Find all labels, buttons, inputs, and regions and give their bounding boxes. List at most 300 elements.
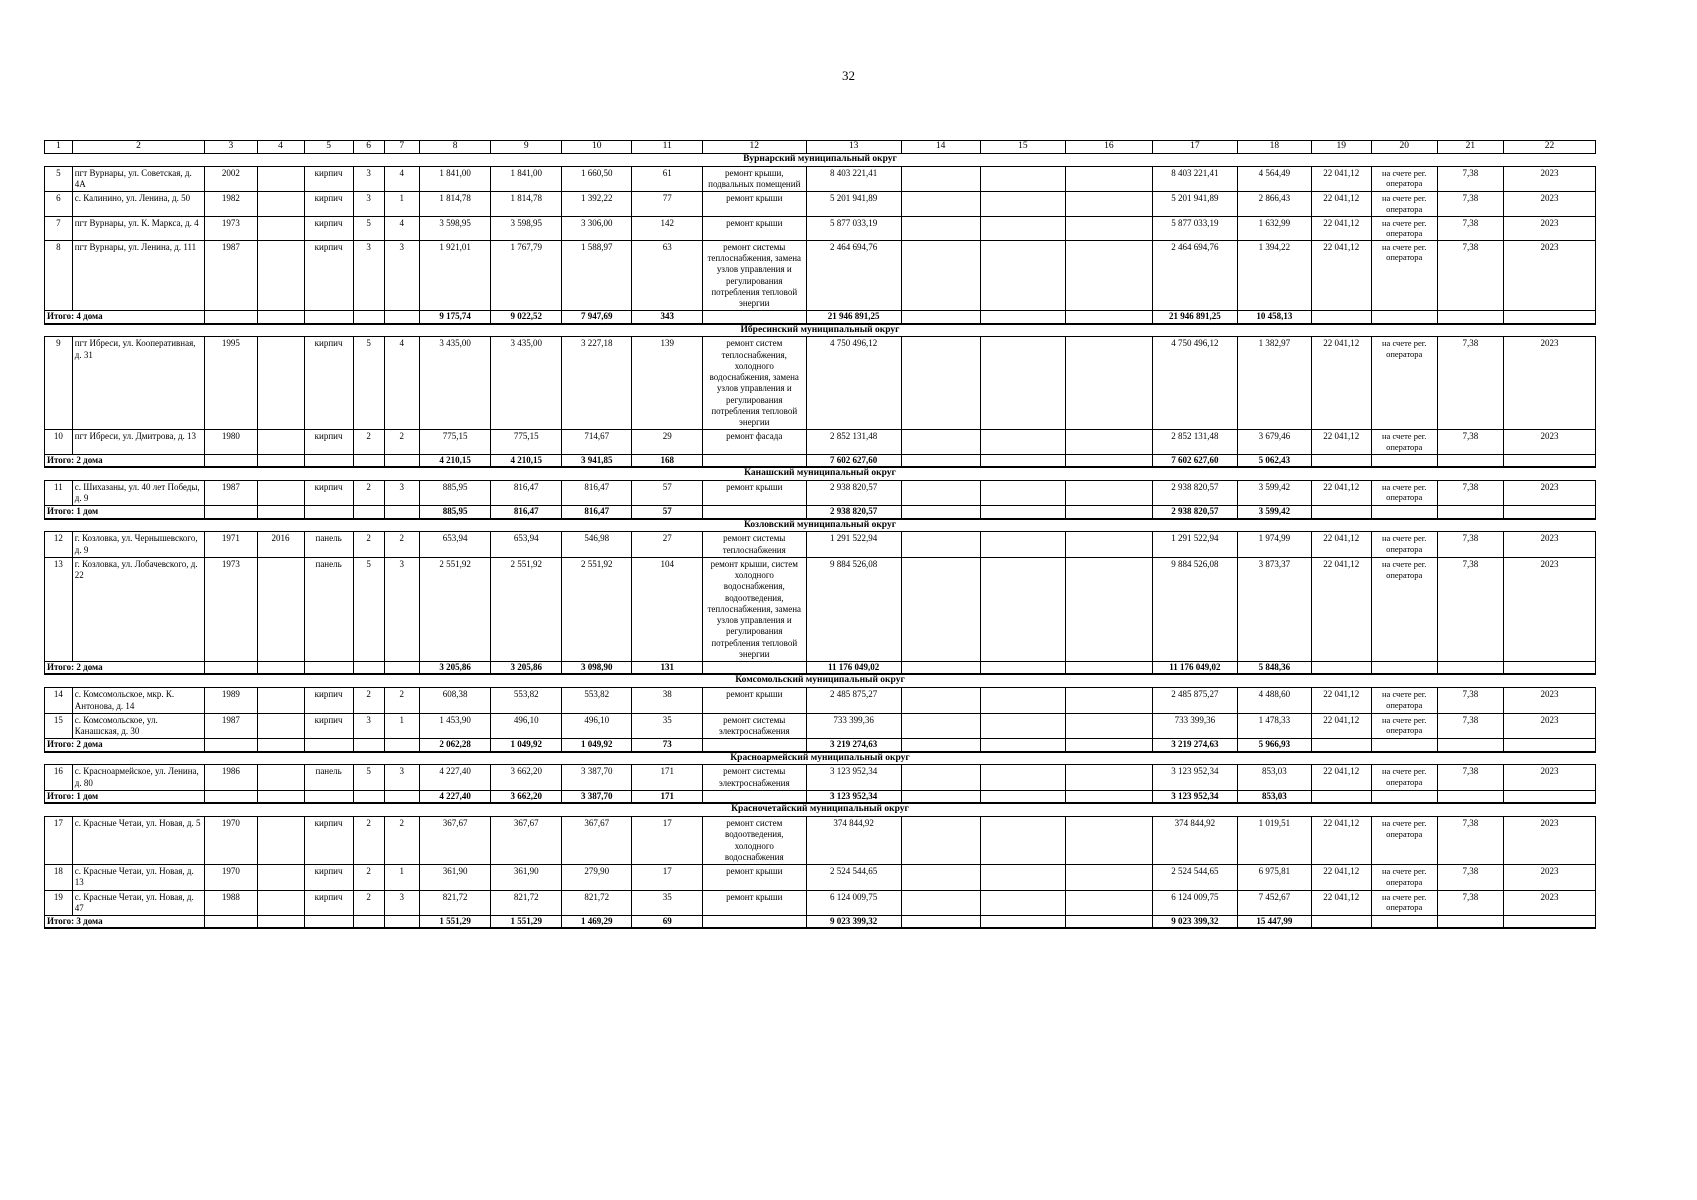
total-cost-total: 7 602 627,60 bbox=[806, 454, 901, 467]
cell-plan-year: 2023 bbox=[1504, 765, 1596, 791]
cell-work-type: ремонт крыши bbox=[702, 890, 806, 916]
cell-cost-total: 2 464 694,76 bbox=[806, 240, 901, 311]
total-cost-c16 bbox=[1066, 311, 1153, 324]
cell-fund-method: на счете рег. оператора bbox=[1371, 430, 1437, 454]
cell-wall-material: кирпич bbox=[304, 166, 353, 192]
cell-cost-c14 bbox=[901, 865, 980, 891]
cell-unit-cost: 2 866,43 bbox=[1238, 192, 1312, 216]
total-reconstruction-year bbox=[257, 311, 304, 324]
cell-total-area: 361,90 bbox=[419, 865, 491, 891]
cell-floors: 3 bbox=[353, 166, 384, 192]
cell-premises-area: 1 814,78 bbox=[491, 192, 562, 216]
cell-rate: 7,38 bbox=[1437, 240, 1503, 311]
cell-cost-c15 bbox=[980, 216, 1065, 240]
cell-cost-owners: 2 852 131,48 bbox=[1152, 430, 1237, 454]
cell-address: пгт Ибреси, ул. Кооперативная, д. 31 bbox=[72, 337, 204, 430]
total-max-unit-cost bbox=[1311, 506, 1371, 519]
cell-residents: 17 bbox=[632, 865, 703, 891]
total-residents: 171 bbox=[632, 790, 703, 803]
cell-wall-material: кирпич bbox=[304, 480, 353, 506]
cell-cost-c15 bbox=[980, 166, 1065, 192]
total-work-type bbox=[702, 916, 806, 929]
cell-row-number: 5 bbox=[45, 166, 73, 192]
cell-max-unit-cost: 22 041,12 bbox=[1311, 532, 1371, 558]
cell-cost-c16 bbox=[1066, 216, 1153, 240]
total-rate bbox=[1437, 739, 1503, 752]
cell-build-year: 1989 bbox=[205, 688, 257, 714]
cell-cost-c14 bbox=[901, 817, 980, 865]
total-entrances bbox=[384, 662, 419, 675]
capital-repair-register-table bbox=[44, 140, 1596, 929]
cell-address: с. Калинино, ул. Ленина, д. 50 bbox=[72, 192, 204, 216]
cell-row-number: 6 bbox=[45, 192, 73, 216]
cell-wall-material: кирпич bbox=[304, 192, 353, 216]
column-number-6: 6 bbox=[353, 141, 384, 154]
cell-address: пгт Вурнары, ул. К. Маркса, д. 4 bbox=[72, 216, 204, 240]
cell-premises-area: 361,90 bbox=[491, 865, 562, 891]
column-number-19: 19 bbox=[1311, 141, 1371, 154]
cell-unit-cost: 6 975,81 bbox=[1238, 865, 1312, 891]
cell-residential-area: 3 306,00 bbox=[561, 216, 632, 240]
total-row bbox=[45, 454, 1596, 467]
cell-fund-method: на счете рег. оператора bbox=[1371, 192, 1437, 216]
column-number-4: 4 bbox=[257, 141, 304, 154]
cell-build-year: 1980 bbox=[205, 430, 257, 454]
table-row bbox=[45, 765, 1596, 791]
total-residents: 168 bbox=[632, 454, 703, 467]
cell-wall-material: кирпич bbox=[304, 337, 353, 430]
total-max-unit-cost bbox=[1311, 739, 1371, 752]
column-number-header bbox=[45, 141, 1596, 154]
cell-total-area: 4 227,40 bbox=[419, 765, 491, 791]
table-row bbox=[45, 557, 1596, 661]
total-wall-material bbox=[304, 790, 353, 803]
cell-cost-c14 bbox=[901, 192, 980, 216]
cell-cost-c15 bbox=[980, 713, 1065, 739]
cell-max-unit-cost: 22 041,12 bbox=[1311, 430, 1371, 454]
cell-total-area: 1 814,78 bbox=[419, 192, 491, 216]
cell-max-unit-cost: 22 041,12 bbox=[1311, 557, 1371, 661]
total-cost-c16 bbox=[1066, 662, 1153, 675]
cell-work-type: ремонт крыши bbox=[702, 480, 806, 506]
cell-residents: 38 bbox=[632, 688, 703, 714]
cell-fund-method: на счете рег. оператора bbox=[1371, 337, 1437, 430]
total-cost-c16 bbox=[1066, 916, 1153, 929]
cell-row-number: 8 bbox=[45, 240, 73, 311]
cell-cost-total: 5 877 033,19 bbox=[806, 216, 901, 240]
total-row bbox=[45, 790, 1596, 803]
total-residential-area: 3 941,85 bbox=[561, 454, 632, 467]
cell-fund-method: на счете рег. оператора bbox=[1371, 890, 1437, 916]
cell-floors: 2 bbox=[353, 817, 384, 865]
cell-cost-owners: 2 464 694,76 bbox=[1152, 240, 1237, 311]
total-plan-year bbox=[1504, 662, 1596, 675]
cell-cost-c15 bbox=[980, 240, 1065, 311]
total-premises-area: 816,47 bbox=[491, 506, 562, 519]
cell-work-type: ремонт системы электроснабжения bbox=[702, 713, 806, 739]
total-residents: 69 bbox=[632, 916, 703, 929]
cell-reconstruction-year bbox=[257, 480, 304, 506]
cell-fund-method: на счете рег. оператора bbox=[1371, 216, 1437, 240]
cell-floors: 3 bbox=[353, 192, 384, 216]
cell-unit-cost: 1 478,33 bbox=[1238, 713, 1312, 739]
total-unit-cost: 5 062,43 bbox=[1238, 454, 1312, 467]
cell-address: с. Комсомольское, ул. Канашская, д. 30 bbox=[72, 713, 204, 739]
register-body bbox=[45, 141, 1596, 929]
total-wall-material bbox=[304, 916, 353, 929]
total-total-area: 1 551,29 bbox=[419, 916, 491, 929]
cell-max-unit-cost: 22 041,12 bbox=[1311, 817, 1371, 865]
cell-unit-cost: 3 679,46 bbox=[1238, 430, 1312, 454]
total-wall-material bbox=[304, 506, 353, 519]
total-premises-area: 3 205,86 bbox=[491, 662, 562, 675]
cell-entrances: 4 bbox=[384, 166, 419, 192]
cell-floors: 2 bbox=[353, 480, 384, 506]
cell-work-type: ремонт крыши, систем холодного водоснабжения, водоотведения, теплоснабжения, замена узлов управления и регулирования потребления тепловой энергии bbox=[702, 557, 806, 661]
cell-address: с. Красные Четаи, ул. Новая, д. 5 bbox=[72, 817, 204, 865]
column-number-14: 14 bbox=[901, 141, 980, 154]
cell-entrances: 2 bbox=[384, 688, 419, 714]
cell-address: пгт Ибреси, ул. Дмитрова, д. 13 bbox=[72, 430, 204, 454]
cell-work-type: ремонт систем водоотведения, холодного водоснабжения bbox=[702, 817, 806, 865]
cell-build-year: 1970 bbox=[205, 817, 257, 865]
cell-cost-total: 6 124 009,75 bbox=[806, 890, 901, 916]
cell-plan-year: 2023 bbox=[1504, 192, 1596, 216]
total-unit-cost: 15 447,99 bbox=[1238, 916, 1312, 929]
cell-cost-c14 bbox=[901, 337, 980, 430]
total-cost-c15 bbox=[980, 311, 1065, 324]
total-total-area: 4 210,15 bbox=[419, 454, 491, 467]
total-cost-total: 3 219 274,63 bbox=[806, 739, 901, 752]
total-cost-c15 bbox=[980, 916, 1065, 929]
total-row bbox=[45, 662, 1596, 675]
cell-residential-area: 553,82 bbox=[561, 688, 632, 714]
table-row bbox=[45, 890, 1596, 916]
cell-reconstruction-year bbox=[257, 890, 304, 916]
cell-rate: 7,38 bbox=[1437, 688, 1503, 714]
total-wall-material bbox=[304, 311, 353, 324]
cell-wall-material: кирпич bbox=[304, 216, 353, 240]
total-plan-year bbox=[1504, 454, 1596, 467]
cell-build-year: 1987 bbox=[205, 240, 257, 311]
column-number-18: 18 bbox=[1238, 141, 1312, 154]
cell-reconstruction-year bbox=[257, 430, 304, 454]
section-header bbox=[45, 153, 1596, 166]
column-number-21: 21 bbox=[1437, 141, 1503, 154]
cell-address: с. Комсомольское, мкр. К. Антонова, д. 14 bbox=[72, 688, 204, 714]
cell-unit-cost: 4 564,49 bbox=[1238, 166, 1312, 192]
total-floors bbox=[353, 916, 384, 929]
cell-total-area: 885,95 bbox=[419, 480, 491, 506]
cell-plan-year: 2023 bbox=[1504, 166, 1596, 192]
cell-residents: 35 bbox=[632, 890, 703, 916]
cell-wall-material: кирпич bbox=[304, 713, 353, 739]
column-number-5: 5 bbox=[304, 141, 353, 154]
cell-floors: 5 bbox=[353, 337, 384, 430]
section-header bbox=[45, 752, 1596, 765]
cell-residential-area: 3 227,18 bbox=[561, 337, 632, 430]
cell-row-number: 7 bbox=[45, 216, 73, 240]
total-build-year bbox=[205, 790, 257, 803]
cell-residential-area: 546,98 bbox=[561, 532, 632, 558]
column-number-2: 2 bbox=[72, 141, 204, 154]
total-plan-year bbox=[1504, 506, 1596, 519]
total-reconstruction-year bbox=[257, 506, 304, 519]
total-residential-area: 3 098,90 bbox=[561, 662, 632, 675]
total-max-unit-cost bbox=[1311, 790, 1371, 803]
total-build-year bbox=[205, 454, 257, 467]
cell-cost-c16 bbox=[1066, 817, 1153, 865]
total-rate bbox=[1437, 916, 1503, 929]
cell-cost-total: 2 524 544,65 bbox=[806, 865, 901, 891]
total-build-year bbox=[205, 311, 257, 324]
table-row bbox=[45, 240, 1596, 311]
total-floors bbox=[353, 454, 384, 467]
cell-residential-area: 3 387,70 bbox=[561, 765, 632, 791]
total-reconstruction-year bbox=[257, 916, 304, 929]
total-row bbox=[45, 506, 1596, 519]
column-number-22: 22 bbox=[1504, 141, 1596, 154]
cell-wall-material: кирпич bbox=[304, 817, 353, 865]
cell-premises-area: 1 767,79 bbox=[491, 240, 562, 311]
total-floors bbox=[353, 739, 384, 752]
total-cost-owners: 11 176 049,02 bbox=[1152, 662, 1237, 675]
total-wall-material bbox=[304, 662, 353, 675]
cell-unit-cost: 1 394,22 bbox=[1238, 240, 1312, 311]
cell-entrances: 4 bbox=[384, 337, 419, 430]
cell-address: с. Красные Четаи, ул. Новая, д. 13 bbox=[72, 865, 204, 891]
cell-build-year: 1995 bbox=[205, 337, 257, 430]
total-cost-total: 11 176 049,02 bbox=[806, 662, 901, 675]
total-label: Итого: 3 дома bbox=[45, 916, 205, 929]
cell-total-area: 821,72 bbox=[419, 890, 491, 916]
cell-cost-total: 5 201 941,89 bbox=[806, 192, 901, 216]
cell-cost-owners: 4 750 496,12 bbox=[1152, 337, 1237, 430]
cell-cost-c15 bbox=[980, 817, 1065, 865]
cell-wall-material: панель bbox=[304, 532, 353, 558]
cell-cost-c14 bbox=[901, 765, 980, 791]
cell-unit-cost: 7 452,67 bbox=[1238, 890, 1312, 916]
cell-plan-year: 2023 bbox=[1504, 430, 1596, 454]
cell-address: с. Красноармейское, ул. Ленина, д. 80 bbox=[72, 765, 204, 791]
cell-work-type: ремонт крыши bbox=[702, 688, 806, 714]
cell-total-area: 3 598,95 bbox=[419, 216, 491, 240]
cell-rate: 7,38 bbox=[1437, 557, 1503, 661]
total-total-area: 9 175,74 bbox=[419, 311, 491, 324]
cell-cost-c16 bbox=[1066, 430, 1153, 454]
section-title: Красночетайский муниципальный округ bbox=[45, 803, 1596, 816]
column-number-7: 7 bbox=[384, 141, 419, 154]
cell-rate: 7,38 bbox=[1437, 532, 1503, 558]
total-cost-c14 bbox=[901, 916, 980, 929]
cell-max-unit-cost: 22 041,12 bbox=[1311, 240, 1371, 311]
cell-entrances: 2 bbox=[384, 532, 419, 558]
section-header bbox=[45, 803, 1596, 816]
total-row bbox=[45, 739, 1596, 752]
cell-residents: 171 bbox=[632, 765, 703, 791]
total-residents: 343 bbox=[632, 311, 703, 324]
section-header bbox=[45, 467, 1596, 480]
table-row bbox=[45, 480, 1596, 506]
cell-entrances: 2 bbox=[384, 817, 419, 865]
cell-entrances: 3 bbox=[384, 480, 419, 506]
total-build-year bbox=[205, 739, 257, 752]
cell-premises-area: 3 598,95 bbox=[491, 216, 562, 240]
cell-build-year: 1987 bbox=[205, 713, 257, 739]
cell-cost-c15 bbox=[980, 532, 1065, 558]
cell-residents: 35 bbox=[632, 713, 703, 739]
cell-cost-c14 bbox=[901, 216, 980, 240]
total-entrances bbox=[384, 916, 419, 929]
cell-rate: 7,38 bbox=[1437, 480, 1503, 506]
cell-rate: 7,38 bbox=[1437, 430, 1503, 454]
total-cost-c15 bbox=[980, 454, 1065, 467]
cell-fund-method: на счете рег. оператора bbox=[1371, 532, 1437, 558]
cell-row-number: 15 bbox=[45, 713, 73, 739]
cell-premises-area: 367,67 bbox=[491, 817, 562, 865]
cell-premises-area: 1 841,00 bbox=[491, 166, 562, 192]
cell-max-unit-cost: 22 041,12 bbox=[1311, 890, 1371, 916]
cell-cost-total: 374 844,92 bbox=[806, 817, 901, 865]
total-reconstruction-year bbox=[257, 662, 304, 675]
total-total-area: 4 227,40 bbox=[419, 790, 491, 803]
total-residents: 131 bbox=[632, 662, 703, 675]
total-total-area: 2 062,28 bbox=[419, 739, 491, 752]
cell-residents: 27 bbox=[632, 532, 703, 558]
total-fund-method bbox=[1371, 790, 1437, 803]
cell-cost-c16 bbox=[1066, 166, 1153, 192]
column-number-17: 17 bbox=[1152, 141, 1237, 154]
cell-residential-area: 816,47 bbox=[561, 480, 632, 506]
cell-row-number: 12 bbox=[45, 532, 73, 558]
cell-cost-owners: 2 938 820,57 bbox=[1152, 480, 1237, 506]
cell-plan-year: 2023 bbox=[1504, 713, 1596, 739]
cell-work-type: ремонт системы теплоснабжения, замена узлов управления и регулирования потребления тепловой энергии bbox=[702, 240, 806, 311]
cell-cost-total: 4 750 496,12 bbox=[806, 337, 901, 430]
cell-address: с. Красные Четаи, ул. Новая, д. 47 bbox=[72, 890, 204, 916]
table-row bbox=[45, 192, 1596, 216]
cell-wall-material: панель bbox=[304, 765, 353, 791]
total-unit-cost: 5 848,36 bbox=[1238, 662, 1312, 675]
cell-reconstruction-year bbox=[257, 166, 304, 192]
cell-reconstruction-year bbox=[257, 817, 304, 865]
cell-max-unit-cost: 22 041,12 bbox=[1311, 480, 1371, 506]
cell-row-number: 10 bbox=[45, 430, 73, 454]
table-row bbox=[45, 532, 1596, 558]
cell-cost-c14 bbox=[901, 430, 980, 454]
cell-residential-area: 1 660,50 bbox=[561, 166, 632, 192]
cell-plan-year: 2023 bbox=[1504, 557, 1596, 661]
total-cost-c14 bbox=[901, 739, 980, 752]
cell-wall-material: кирпич bbox=[304, 865, 353, 891]
cell-row-number: 19 bbox=[45, 890, 73, 916]
total-label: Итого: 2 дома bbox=[45, 662, 205, 675]
total-label: Итого: 1 дом bbox=[45, 790, 205, 803]
cell-cost-c14 bbox=[901, 688, 980, 714]
total-rate bbox=[1437, 311, 1503, 324]
cell-address: г. Козловка, ул. Чернышевского, д. 9 bbox=[72, 532, 204, 558]
section-header bbox=[45, 324, 1596, 337]
cell-residents: 139 bbox=[632, 337, 703, 430]
cell-cost-owners: 374 844,92 bbox=[1152, 817, 1237, 865]
total-reconstruction-year bbox=[257, 739, 304, 752]
cell-cost-owners: 733 399,36 bbox=[1152, 713, 1237, 739]
cell-total-area: 1 841,00 bbox=[419, 166, 491, 192]
cell-work-type: ремонт системы электроснабжения bbox=[702, 765, 806, 791]
total-fund-method bbox=[1371, 454, 1437, 467]
cell-max-unit-cost: 22 041,12 bbox=[1311, 865, 1371, 891]
cell-address: с. Шихазаны, ул. 40 лет Победы, д. 9 bbox=[72, 480, 204, 506]
cell-plan-year: 2023 bbox=[1504, 480, 1596, 506]
cell-cost-c16 bbox=[1066, 532, 1153, 558]
cell-floors: 2 bbox=[353, 890, 384, 916]
cell-work-type: ремонт систем теплоснабжения, холодного водоснабжения, замена узлов управления и регулирования потребления тепловой энергии bbox=[702, 337, 806, 430]
total-wall-material bbox=[304, 454, 353, 467]
total-cost-c14 bbox=[901, 311, 980, 324]
cell-max-unit-cost: 22 041,12 bbox=[1311, 166, 1371, 192]
cell-wall-material: кирпич bbox=[304, 890, 353, 916]
cell-reconstruction-year bbox=[257, 688, 304, 714]
cell-build-year: 1973 bbox=[205, 557, 257, 661]
total-cost-owners: 21 946 891,25 bbox=[1152, 311, 1237, 324]
cell-floors: 2 bbox=[353, 430, 384, 454]
total-premises-area: 9 022,52 bbox=[491, 311, 562, 324]
cell-build-year: 1987 bbox=[205, 480, 257, 506]
cell-total-area: 1 453,90 bbox=[419, 713, 491, 739]
cell-work-type: ремонт крыши bbox=[702, 192, 806, 216]
cell-row-number: 17 bbox=[45, 817, 73, 865]
cell-cost-c16 bbox=[1066, 890, 1153, 916]
total-plan-year bbox=[1504, 916, 1596, 929]
total-entrances bbox=[384, 311, 419, 324]
total-max-unit-cost bbox=[1311, 662, 1371, 675]
column-number-9: 9 bbox=[491, 141, 562, 154]
cell-max-unit-cost: 22 041,12 bbox=[1311, 713, 1371, 739]
cell-reconstruction-year bbox=[257, 557, 304, 661]
cell-max-unit-cost: 22 041,12 bbox=[1311, 216, 1371, 240]
column-number-16: 16 bbox=[1066, 141, 1153, 154]
cell-entrances: 1 bbox=[384, 713, 419, 739]
total-cost-owners: 2 938 820,57 bbox=[1152, 506, 1237, 519]
cell-total-area: 3 435,00 bbox=[419, 337, 491, 430]
cell-premises-area: 3 435,00 bbox=[491, 337, 562, 430]
cell-reconstruction-year: 2016 bbox=[257, 532, 304, 558]
column-number-20: 20 bbox=[1371, 141, 1437, 154]
cell-cost-owners: 8 403 221,41 bbox=[1152, 166, 1237, 192]
cell-fund-method: на счете рег. оператора bbox=[1371, 688, 1437, 714]
cell-cost-total: 2 938 820,57 bbox=[806, 480, 901, 506]
cell-fund-method: на счете рег. оператора bbox=[1371, 865, 1437, 891]
total-plan-year bbox=[1504, 739, 1596, 752]
cell-entrances: 1 bbox=[384, 192, 419, 216]
cell-cost-c14 bbox=[901, 532, 980, 558]
cell-wall-material: кирпич bbox=[304, 430, 353, 454]
cell-address: пгт Вурнары, ул. Советская, д. 4А bbox=[72, 166, 204, 192]
cell-max-unit-cost: 22 041,12 bbox=[1311, 337, 1371, 430]
cell-build-year: 2002 bbox=[205, 166, 257, 192]
total-fund-method bbox=[1371, 311, 1437, 324]
total-residential-area: 1 049,92 bbox=[561, 739, 632, 752]
total-work-type bbox=[702, 662, 806, 675]
cell-reconstruction-year bbox=[257, 337, 304, 430]
cell-build-year: 1970 bbox=[205, 865, 257, 891]
cell-rate: 7,38 bbox=[1437, 713, 1503, 739]
total-cost-c14 bbox=[901, 454, 980, 467]
cell-residential-area: 714,67 bbox=[561, 430, 632, 454]
column-number-15: 15 bbox=[980, 141, 1065, 154]
cell-plan-year: 2023 bbox=[1504, 532, 1596, 558]
cell-build-year: 1986 bbox=[205, 765, 257, 791]
